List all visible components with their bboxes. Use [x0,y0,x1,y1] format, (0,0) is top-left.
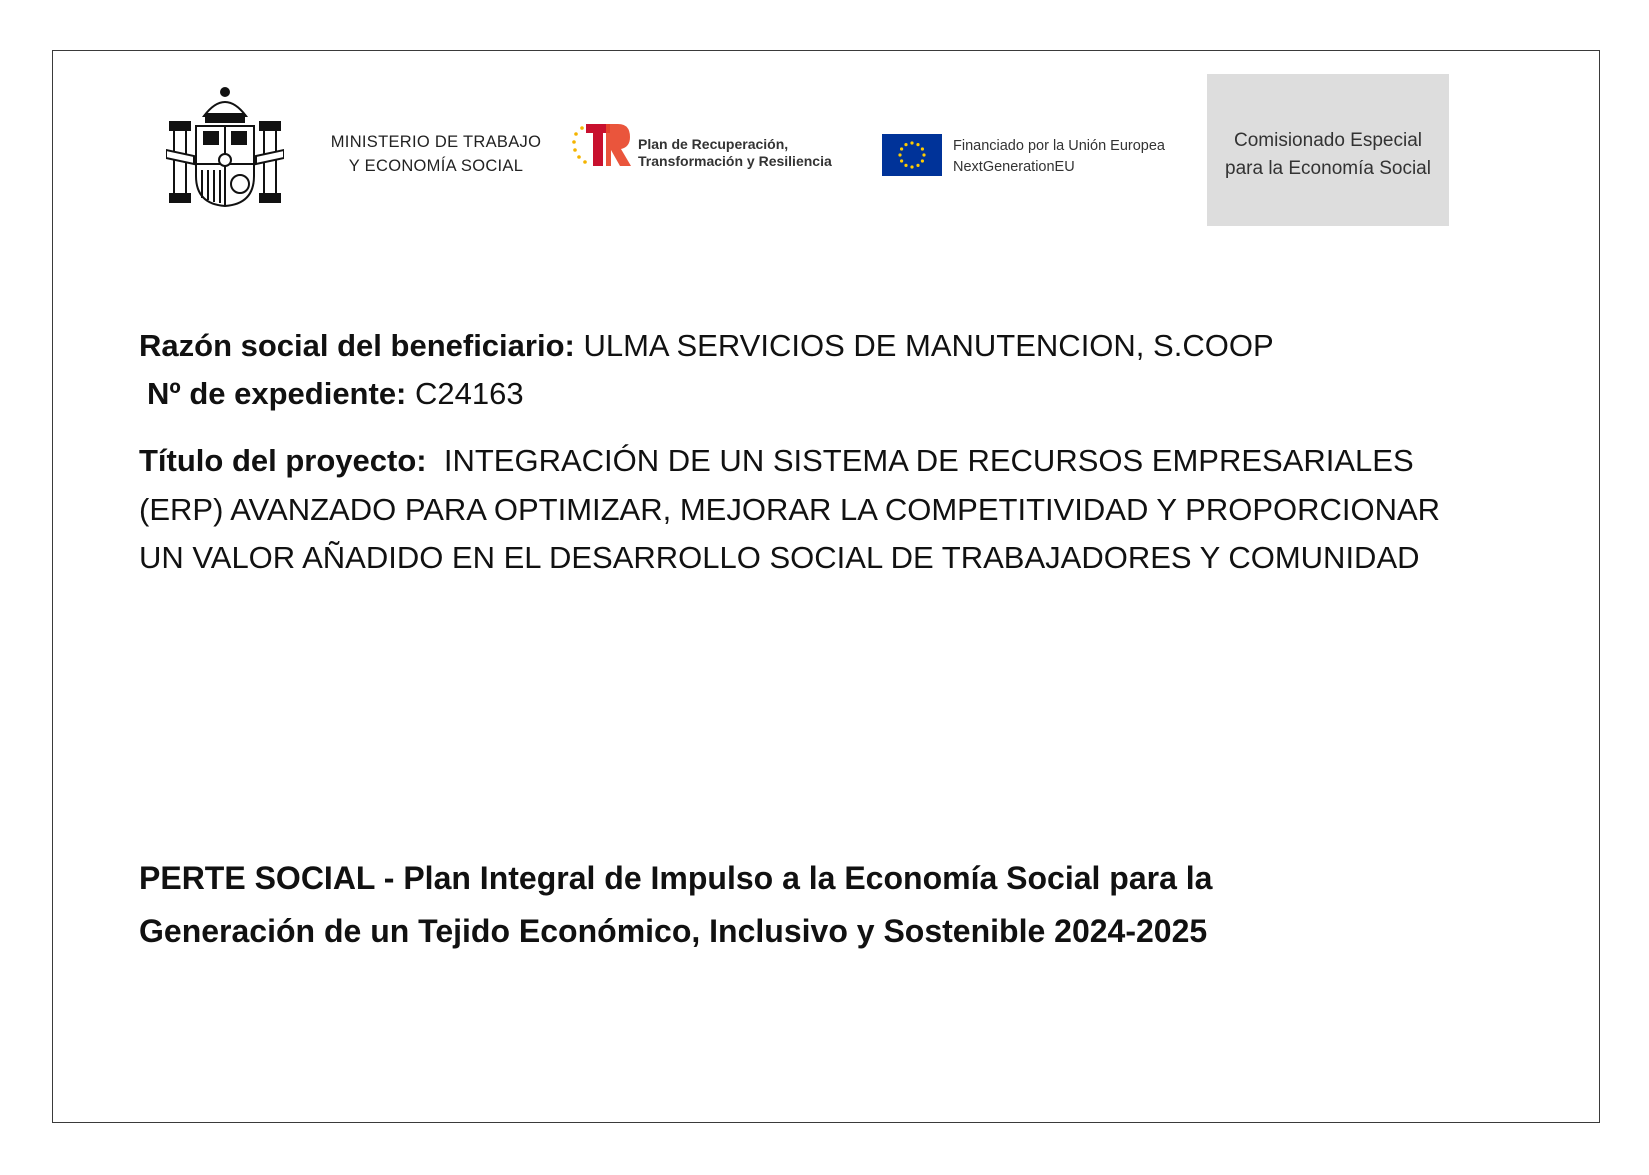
ministry-line-1: MINISTERIO DE TRABAJO [330,133,542,151]
ministry-name [326,130,546,178]
eu-line-1: Financiado por la Unión Europea [953,138,1165,154]
eu-line-2: NextGenerationEU [953,159,1075,175]
recovery-plan-text [638,136,832,170]
comisionado-line-2: para la Economía Social [1225,158,1431,179]
recovery-plan-line-2: Transformación y Resiliencia [638,153,832,169]
project-title-line-1 [139,443,1414,479]
file-number-line [147,376,524,412]
project-title-line-3: UN VALOR AÑADIDO EN EL DESARROLLO SOCIAL DE TRABAJADORES Y COMUNIDAD [139,540,1420,575]
project-title-line-2: (ERP) AVANZADO PARA OPTIMIZAR, MEJORAR LA COMPETITIVIDAD Y PROPORCIONAR [139,492,1441,527]
beneficiary-line [139,328,1274,364]
eu-flag-icon [882,134,942,176]
beneficiary-label: Razón social del beneficiario: [139,328,575,363]
program-line-1: PERTE SOCIAL - Plan Integral de Impulso a la Economía Social para la [139,860,1213,896]
comisionado-logo [1207,74,1449,226]
file-number-value: C24163 [406,376,524,411]
project-title-text-1: INTEGRACIÓN DE UN SISTEMA DE RECURSOS EMPRESARIALES [426,443,1414,478]
eu-funding-text [953,136,1165,178]
file-number-label: Nº de expediente: [147,376,407,411]
ministry-line-2: Y ECONOMÍA SOCIAL [348,157,524,175]
program-line-2: Generación de un Tejido Económico, Inclusivo y Sostenible 2024-2025 [139,913,1208,949]
recovery-plan-logo-icon [572,120,632,170]
spain-coat-of-arms-icon [166,86,284,210]
project-title-label: Título del proyecto: [139,443,427,478]
comisionado-line-1: Comisionado Especial [1234,130,1422,151]
beneficiary-value: ULMA SERVICIOS DE MANUTENCION, S.COOP [574,328,1274,363]
recovery-plan-line-1: Plan de Recuperación, [638,136,789,152]
